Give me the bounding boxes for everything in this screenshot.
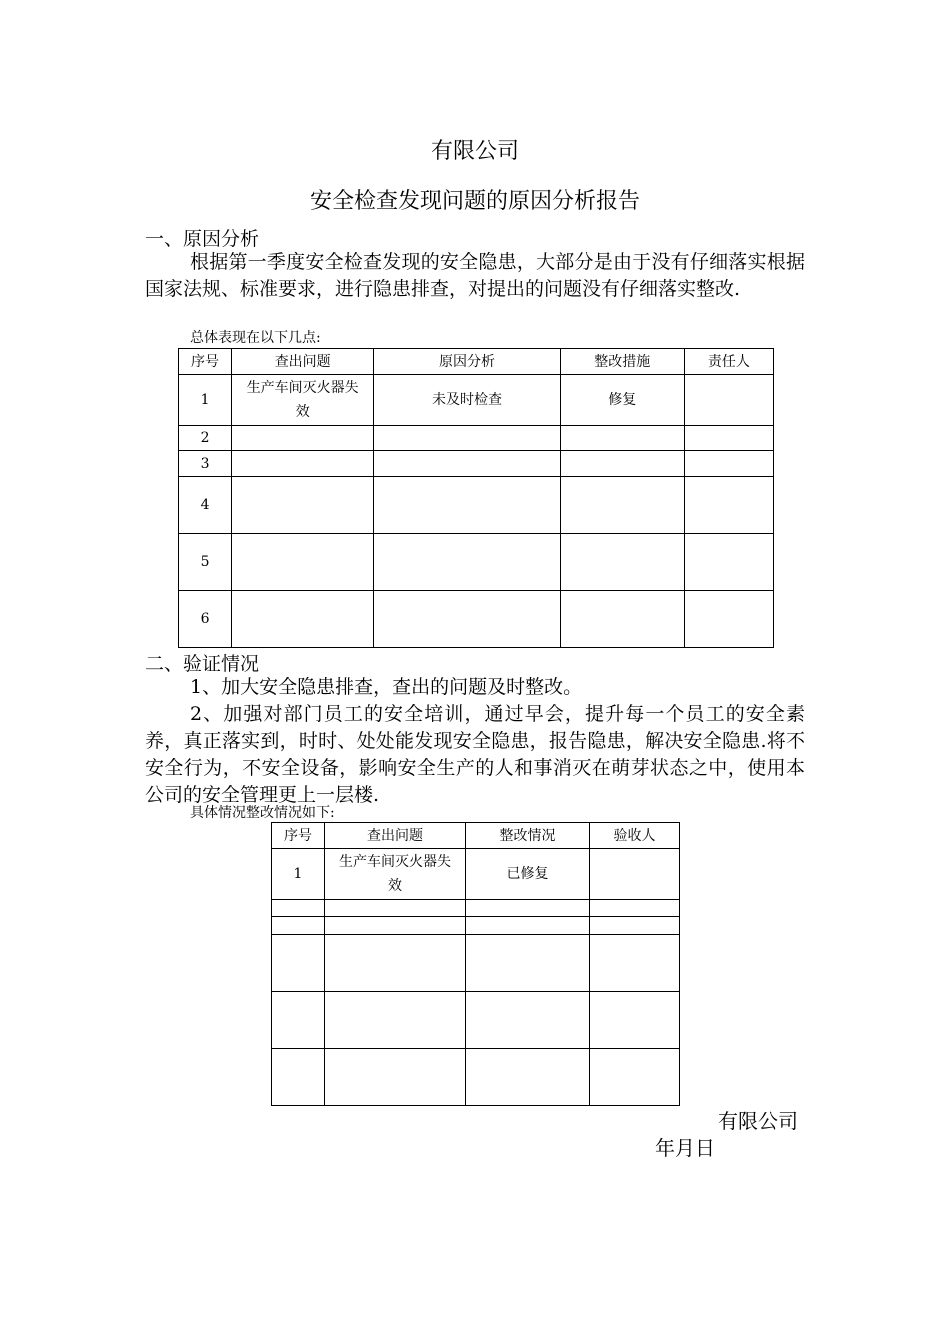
table-cell <box>590 900 680 917</box>
section1-paragraph: 根据第一季度安全检查发现的安全隐患，大部分是由于没有仔细落实根据国家法规、标准要求，进行隐患排查，对提出的问题没有仔细落实整改. <box>145 251 805 300</box>
header-cell: 整改情况 <box>466 823 590 849</box>
table-cell <box>325 992 466 1049</box>
table-cell <box>374 591 560 648</box>
table-row <box>272 1049 680 1106</box>
table-cell <box>684 426 773 451</box>
table-cell <box>325 917 466 935</box>
table2-intro: 具体情况整改情况如下: <box>190 805 335 821</box>
table-cell <box>374 426 560 451</box>
table-cell: 已修复 <box>466 849 590 900</box>
table-cell <box>325 900 466 917</box>
table-cell <box>232 426 374 451</box>
table-cell <box>232 591 374 648</box>
section2-heading: 二、验证情况 <box>145 653 260 675</box>
table-row <box>179 375 774 426</box>
signature-company: 有限公司 <box>718 1109 798 1133</box>
table-cell <box>374 534 560 591</box>
rectification-table <box>271 822 680 1106</box>
table-cell <box>684 375 773 426</box>
report-title: 安全检查发现问题的原因分析报告 <box>309 189 640 214</box>
table-cell <box>232 451 374 477</box>
table-row <box>272 992 680 1049</box>
table-cell <box>374 477 560 534</box>
section2-item2: 2、加强对部门员工的安全培训，通过早会，提升每一个员工的安全素养，真正落实到，时时、处处能发现安全隐患，报告隐患，解决安全隐患.将不安全行为，不安全设备，影响安全生产的人和事消灭在萌芽状态之中，使用本公司的安全管理更上一层楼. <box>145 703 805 806</box>
table-cell: 未及时检查 <box>374 375 560 426</box>
table-cell: 4 <box>179 477 232 534</box>
table-cell <box>232 534 374 591</box>
table-cell: 1 <box>179 375 232 426</box>
header-cell: 序号 <box>179 349 232 375</box>
table-cell: 修复 <box>560 375 684 426</box>
signature-date: 年月日 <box>655 1136 715 1160</box>
table-cell <box>325 1049 466 1106</box>
table-row <box>179 534 774 591</box>
header-cell: 原因分析 <box>374 349 560 375</box>
header-cell: 责任人 <box>684 349 773 375</box>
table-cell: 2 <box>179 426 232 451</box>
table-cell <box>560 451 684 477</box>
table-cell <box>590 917 680 935</box>
table-cell <box>684 534 773 591</box>
table-row <box>179 426 774 451</box>
table-row <box>179 451 774 477</box>
table-cell <box>272 900 325 917</box>
table-cell <box>232 477 374 534</box>
table-cell: 生产车间灭火器失效 <box>325 849 466 900</box>
table-cell <box>560 591 684 648</box>
section2-item1: 1、加大安全隐患排查，查出的问题及时整改。 <box>190 676 583 698</box>
table-cell <box>272 1049 325 1106</box>
table-row <box>272 849 680 900</box>
table-cell <box>560 534 684 591</box>
table-header-row <box>272 823 680 849</box>
table-cell <box>590 935 680 992</box>
table-cell <box>272 935 325 992</box>
table-row <box>272 917 680 935</box>
company-name: 有限公司 <box>430 139 519 164</box>
table-cell <box>466 1049 590 1106</box>
table-cell <box>466 935 590 992</box>
table1-intro: 总体表现在以下几点: <box>190 330 321 346</box>
table-cell <box>684 591 773 648</box>
table-row <box>272 900 680 917</box>
header-cell: 整改措施 <box>560 349 684 375</box>
header-cell: 验收人 <box>590 823 680 849</box>
section1-heading: 一、原因分析 <box>145 228 260 250</box>
cause-analysis-table <box>178 348 774 648</box>
table-cell <box>590 1049 680 1106</box>
table-cell: 1 <box>272 849 325 900</box>
table-header-row <box>179 349 774 375</box>
table-cell <box>325 935 466 992</box>
header-cell: 查出问题 <box>232 349 374 375</box>
table-row <box>272 935 680 992</box>
header-cell: 序号 <box>272 823 325 849</box>
table-cell <box>374 451 560 477</box>
table-cell <box>590 849 680 900</box>
table-cell <box>466 900 590 917</box>
table-cell: 生产车间灭火器失效 <box>232 375 374 426</box>
table-cell <box>684 451 773 477</box>
table-cell <box>560 426 684 451</box>
table-cell <box>272 992 325 1049</box>
table-cell <box>560 477 684 534</box>
table-cell <box>590 992 680 1049</box>
header-cell: 查出问题 <box>325 823 466 849</box>
table-cell: 6 <box>179 591 232 648</box>
table-cell: 3 <box>179 451 232 477</box>
table-row <box>179 477 774 534</box>
table-cell <box>466 917 590 935</box>
table-cell: 5 <box>179 534 232 591</box>
table-cell <box>272 917 325 935</box>
table-cell <box>466 992 590 1049</box>
table-row <box>179 591 774 648</box>
table-cell <box>684 477 773 534</box>
